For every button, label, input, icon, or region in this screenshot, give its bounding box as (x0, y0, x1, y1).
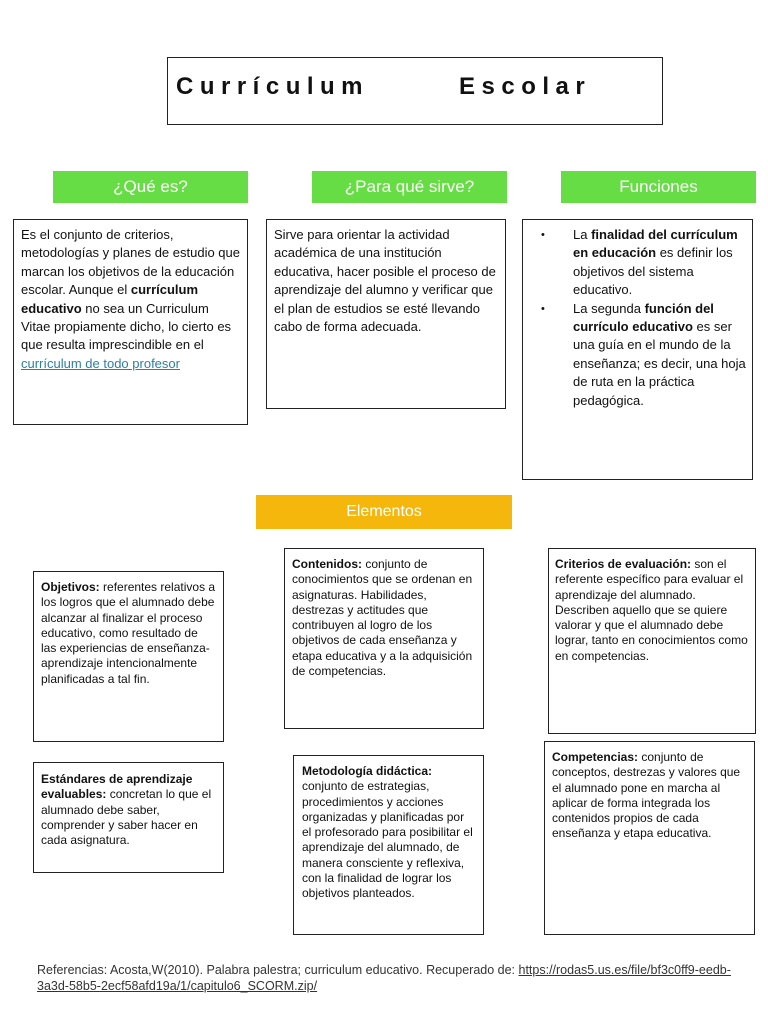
competencias-label: Competencias: (552, 750, 639, 764)
objetivos-box (33, 571, 224, 742)
referencias (37, 962, 737, 994)
metodologia-label: Metodología didáctica: (302, 764, 433, 778)
metodologia-text: conjunto de estrategias, procedimientos y acciones organizadas y planificadas por el profesorado para posibilitar el aprendizaje del alumnado, de manera consciente y reflexiva, con la finalidad de lograr los objetivos planteados. (302, 779, 473, 901)
para-que-sirve-box (266, 219, 506, 409)
que-es-text-1: Es el conjunto de criterios, metodologías y planes de estudio que marcan los objetivos de la educación escolar. Aunque el (21, 227, 240, 298)
funciones-list (523, 226, 752, 410)
header-elementos: Elementos (256, 495, 512, 529)
para-que-sirve-text: Sirve para orientar la actividad académica de una institución educativa, hacer posible el proceso de aprendizaje del alumno y verificar que el plan de estudios se esté llevando cabo de forma adecuada. (274, 227, 496, 335)
title-box (167, 57, 663, 125)
funciones-item-1-post: es definir los objetivos del sistema educativo. (573, 245, 733, 298)
competencias-text: conjunto de conceptos, destrezas y valores que el alumnado pone en marcha al aplicar de forma integrada los contenidos propios de cada enseñanza y etapa educativa. (552, 750, 741, 841)
header-para-que-sirve: ¿Para qué sirve? (312, 171, 507, 203)
que-es-text-2: no sea un Curriculum Vitae propiamente dicho, lo cierto es que resulta imprescindible en el (21, 300, 232, 353)
criterios-text: son el referente específico para evaluar el aprendizaje del alumnado. Describen aquello que se quiere valorar y que el alumnado debe lograr, tanto en conocimientos como en competencias. (555, 557, 748, 663)
contenidos-text: conjunto de conocimientos que se ordenan en asignaturas. Habilidades, destrezas y actitudes que contribuyen al logro de los objetivos de cada enseñanza y etapa educativa y a la adquisición de competencias. (292, 557, 473, 679)
funciones-item-2-post: es ser una guía en el mundo de la enseñanza; es decir, una hoja de ruta en la práctica pedagógica. (573, 319, 746, 408)
referencias-text: Referencias: Acosta,W(2010). Palabra palestra; curriculum educativo. Recuperado de: (37, 963, 519, 977)
que-es-box (13, 219, 248, 425)
metodologia-box (293, 755, 484, 935)
estandares-text: concretan lo que el alumnado debe saber, comprender y saber hacer en cada asignatura. (41, 787, 212, 848)
funciones-box (522, 219, 753, 480)
bullet-icon: • (541, 229, 545, 241)
funciones-item-1 (523, 226, 752, 300)
funciones-item-2 (523, 300, 752, 410)
funciones-item-2-bold: función del currículo educativo (573, 300, 714, 335)
criterios-box (548, 548, 756, 734)
header-funciones: Funciones (561, 171, 756, 203)
funciones-item-2-pre: La segunda (573, 300, 645, 316)
title-word-1: Currículum (176, 73, 370, 100)
curriculum-profesor-link[interactable]: currículum de todo profesor (21, 355, 180, 371)
bullet-icon: • (541, 302, 545, 315)
contenidos-box (284, 548, 484, 729)
objetivos-text: referentes relativos a los logros que el alumnado debe alcanzar al finalizar el proceso educativo, como resultado de las experiencias de enseñanza-aprendizaje intencionalmente planificadas a tal fin. (41, 580, 216, 686)
estandares-label: Estándares de aprendizaje evaluables: (41, 772, 193, 802)
funciones-item-1-bold: finalidad del currículum en educación (573, 227, 738, 261)
contenidos-label: Contenidos: (292, 557, 362, 571)
competencias-box (544, 741, 755, 935)
funciones-item-1-pre: La (573, 227, 592, 242)
criterios-label: Criterios de evaluación: (555, 557, 692, 571)
header-que-es: ¿Qué es? (53, 171, 248, 203)
title-word-2: Escolar (459, 73, 592, 100)
referencias-link[interactable]: https://rodas5.us.es/file/bf3c0ff9-eedb-3a3d-58b5-2ecf58afd19a/1/capitulo6_SCORM.zip/ (37, 963, 731, 993)
que-es-bold: currículum educativo (21, 282, 199, 316)
objetivos-label: Objetivos: (41, 580, 100, 594)
estandares-box (33, 762, 224, 873)
